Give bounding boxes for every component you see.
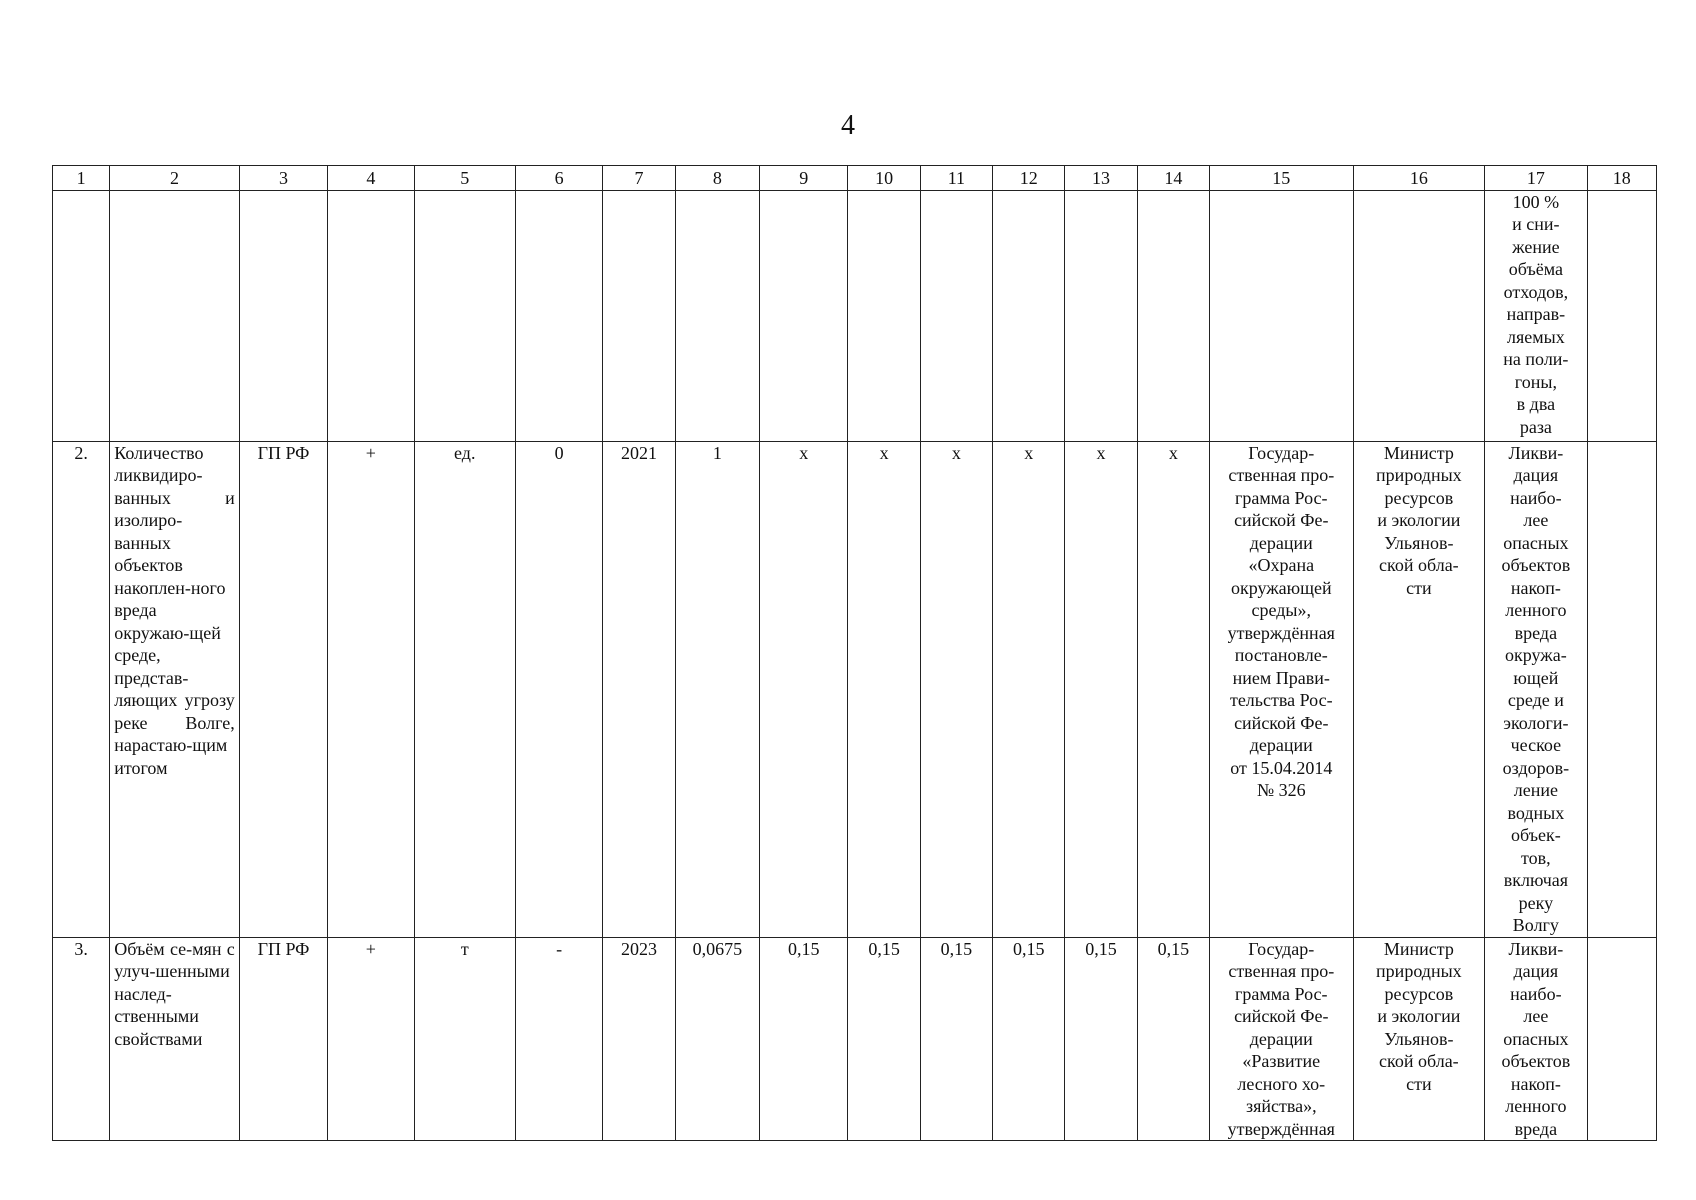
table-cell-col-16: Министр природных ресурсов и экологии Ульянов- ской обла- сти <box>1353 441 1485 937</box>
column-header: 16 <box>1353 166 1485 191</box>
table-cell-col-3: ГП РФ <box>239 937 327 1141</box>
table-cell-col-18 <box>1587 937 1656 1141</box>
table-cell-col-10: х <box>848 441 920 937</box>
table-cell-col-5: т <box>414 937 515 1141</box>
table-cell-col-16: Министр природных ресурсов и экологии Ульянов- ской обла- сти <box>1353 937 1485 1141</box>
table-cell-col-6 <box>515 190 602 441</box>
table-row <box>53 190 1657 441</box>
table-cell-col-17: 100 % и сни- жение объёма отходов, направ- ляемых на поли- гоны, в два раза <box>1485 190 1587 441</box>
column-header: 14 <box>1137 166 1209 191</box>
table-cell-col-7 <box>603 190 675 441</box>
table-cell-col-1 <box>53 190 110 441</box>
table-cell-col-2: Количество ликвидиро-ванных и изолиро-ванных объектов накоплен-ного вреда окружаю-щей среде, представ-ляющих угрозу реке Волге, нарастаю-щим итогом <box>110 441 240 937</box>
table-cell-col-2 <box>110 190 240 441</box>
table-cell-col-12: 0,15 <box>993 937 1065 1141</box>
table-cell-col-7: 2021 <box>603 441 675 937</box>
table-cell-col-17: Ликви- дация наибо- лее опасных объектов накоп- ленного вреда окружа- ющей среде и экологи- ческое оздоров- ление водных объек- тов, включая реку Волгу <box>1485 441 1587 937</box>
table-cell-col-7: 2023 <box>603 937 675 1141</box>
table-cell-col-14: х <box>1137 441 1209 937</box>
table-cell-col-5: ед. <box>414 441 515 937</box>
table-cell-col-15 <box>1209 190 1353 441</box>
column-number-row <box>53 166 1657 191</box>
table-cell-col-1: 3. <box>53 937 110 1141</box>
table-cell-col-14: 0,15 <box>1137 937 1209 1141</box>
column-header: 2 <box>110 166 240 191</box>
column-header: 3 <box>239 166 327 191</box>
table-cell-col-12 <box>993 190 1065 441</box>
table-cell-col-9 <box>760 190 848 441</box>
column-header: 17 <box>1485 166 1587 191</box>
column-header: 8 <box>675 166 759 191</box>
column-header: 13 <box>1065 166 1137 191</box>
table-cell-col-11 <box>920 190 992 441</box>
table-row <box>53 441 1657 937</box>
table-cell-col-2: Объём се-мян с улуч-шенными наслед-ственными свойствами <box>110 937 240 1141</box>
table-cell-col-3 <box>239 190 327 441</box>
table-cell-col-11: 0,15 <box>920 937 992 1141</box>
table-cell-col-15: Государ- ственная про- грамма Рос- сийской Фе- дерации «Развитие лесного хо- зяйства», утверждённая <box>1209 937 1353 1141</box>
table-cell-col-18 <box>1587 190 1656 441</box>
table-cell-col-4 <box>328 190 414 441</box>
table-cell-col-1: 2. <box>53 441 110 937</box>
table-cell-col-12: х <box>993 441 1065 937</box>
table-cell-col-15: Государ- ственная про- грамма Рос- сийской Фе- дерации «Охрана окружающей среды», утверждённая постановле- нием Прави- тельства Рос- сийской Фе- дерации от 15.04.2014 № 326 <box>1209 441 1353 937</box>
table-cell-col-8: 0,0675 <box>675 937 759 1141</box>
column-header: 11 <box>920 166 992 191</box>
table-cell-col-6: 0 <box>515 441 602 937</box>
column-header: 6 <box>515 166 602 191</box>
column-header: 7 <box>603 166 675 191</box>
page-number: 4 <box>841 110 855 141</box>
table-cell-col-9: 0,15 <box>760 937 848 1141</box>
table-cell-col-13: х <box>1065 441 1137 937</box>
table-cell-col-13 <box>1065 190 1137 441</box>
column-header: 10 <box>848 166 920 191</box>
table-cell-col-5 <box>414 190 515 441</box>
table-cell-col-6: - <box>515 937 602 1141</box>
table-cell-col-18 <box>1587 441 1656 937</box>
table-cell-col-13: 0,15 <box>1065 937 1137 1141</box>
table-cell-col-10: 0,15 <box>848 937 920 1141</box>
table-cell-col-17: Ликви- дация наибо- лее опасных объектов накоп- ленного вреда <box>1485 937 1587 1141</box>
table-cell-col-14 <box>1137 190 1209 441</box>
table-cell-col-3: ГП РФ <box>239 441 327 937</box>
column-header: 9 <box>760 166 848 191</box>
column-header: 18 <box>1587 166 1656 191</box>
table-cell-col-11: х <box>920 441 992 937</box>
table-cell-col-4: + <box>328 937 414 1141</box>
table-row <box>53 937 1657 1141</box>
table-cell-col-9: х <box>760 441 848 937</box>
indicators-table <box>52 165 1657 1141</box>
table-cell-col-16 <box>1353 190 1485 441</box>
table-cell-col-10 <box>848 190 920 441</box>
column-header: 1 <box>53 166 110 191</box>
column-header: 12 <box>993 166 1065 191</box>
table-cell-col-4: + <box>328 441 414 937</box>
column-header: 15 <box>1209 166 1353 191</box>
column-header: 4 <box>328 166 414 191</box>
column-header: 5 <box>414 166 515 191</box>
table-cell-col-8: 1 <box>675 441 759 937</box>
table-cell-col-8 <box>675 190 759 441</box>
